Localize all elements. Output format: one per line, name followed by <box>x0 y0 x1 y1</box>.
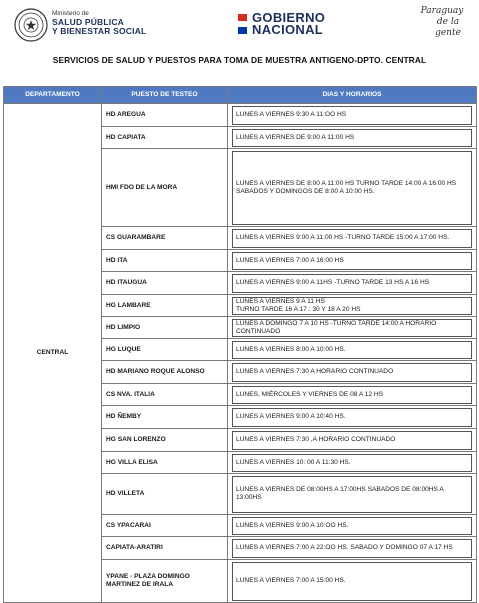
horario-cell: LUNES A VIERNES 8:00 A 10:00 HS. <box>228 339 477 361</box>
ministry-line-2: Y BIENESTAR SOCIAL <box>52 26 147 36</box>
table-row <box>4 104 477 127</box>
ministry-logo-text <box>52 10 146 36</box>
puesto-cell: HD VILLETA <box>102 474 228 515</box>
horario-cell: LUNES A VIERNES 9:00 A 11:00 HS -TURNO TARDE 15:00 A 17:00 HS. <box>228 227 477 250</box>
paraguay-de-la-gente-logo <box>412 6 472 39</box>
column-header-departamento: DEPARTAMENTO <box>4 87 102 104</box>
puesto-cell: HG SAN LORENZO <box>102 429 228 452</box>
puesto-cell: CS GUARAMBARE <box>102 227 228 250</box>
horario-cell: LUNES A VIERNES DE 9:00 A 11:00 HS <box>228 127 477 149</box>
horario-cell: LUNES A VIERNES 7:00 A 22:OO HS. SABADO Y DOMINGO 07 A 17 HS <box>228 537 477 560</box>
horario-cell: LUNES A VIERNES 9:00 A 10:40 HS. <box>228 406 477 429</box>
horario-cell: LUNES, MIÉRCOLES Y VIERNES DE 08 A 12 HS <box>228 384 477 406</box>
horario-cell: LUNES A VIERNES 7:30 A HORARIO CONTINUADO <box>228 361 477 384</box>
horario-cell: LUNES A VIERNES 9:00 A 11HS -TURNO TARDE 13 HS A 16 HS <box>228 272 477 295</box>
horario-cell: LUNES A VIERNES 7:00 A 16:00 HS <box>228 250 477 272</box>
horario-cell: LUNES A VIERNES 7:00 A 15:00 HS. <box>228 560 477 603</box>
ministry-seal-icon <box>14 8 48 42</box>
puesto-cell: HD ÑEMBY <box>102 406 228 429</box>
horario-cell: LUNES A DOMINGO 7 A 10 HS -TURNO TARDE 14:00 A HORARIO CONTINUADO <box>228 317 477 339</box>
puesto-cell: HG LUQUE <box>102 339 228 361</box>
gobierno-line-2: NACIONAL <box>252 22 324 37</box>
column-header-horarios: DIAS Y HORARIOS <box>228 87 477 104</box>
horario-cell: LUNES A VIERNES 9:00 A 10:OO HS. <box>228 515 477 537</box>
puesto-cell: CS YPACARAI <box>102 515 228 537</box>
horario-cell: LUNES A VIERNES DE 08:00HS A 17:00HS SABADOS DE 08:00HS A 13:00HS <box>228 474 477 515</box>
puesto-cell: CAPIATA-ARATIRI <box>102 537 228 560</box>
puesto-cell: HG LAMBARE <box>102 295 228 317</box>
page-title: SERVICIOS DE SALUD Y PUESTOS PARA TOMA DE MUESTRA ANTIGENO-DPTO. CENTRAL <box>52 55 427 65</box>
puesto-cell: HD LIMPIO <box>102 317 228 339</box>
services-table <box>3 86 477 603</box>
puesto-cell: HD CAPIATA <box>102 127 228 149</box>
gobierno-line-1: GOBIERNO <box>252 10 326 25</box>
horario-cell: LUNES A VIERNES 9:30 A 11:OO HS <box>228 104 477 127</box>
puesto-cell: HMI FDO DE LA MORA <box>102 149 228 227</box>
page-header <box>0 0 479 46</box>
puesto-cell: HG VILLA ELISA <box>102 452 228 474</box>
table-header-row <box>4 87 477 104</box>
ministry-line-1: SALUD PÚBLICA <box>52 17 125 27</box>
column-header-puesto: PUESTO DE TESTEO <box>102 87 228 104</box>
horario-cell: LUNES A VIERNES DE 8:00 A 11:00 HS TURNO TARDE 14:00 A 16:00 HS SABADOS Y DOMINGOS DE 8:00 A 10:00 HS. <box>228 149 477 227</box>
puesto-cell: CS NVA. ITALIA <box>102 384 228 406</box>
paraguay-line-2: de la gente <box>435 17 461 38</box>
horario-cell: LUNES A VIERNES 10: 00 A 11:30 HS. <box>228 452 477 474</box>
flag-icon <box>238 14 247 34</box>
paraguay-line-1: Paraguay <box>420 6 464 16</box>
puesto-cell: HD MARIANO ROQUE ALONSO <box>102 361 228 384</box>
puesto-cell: HD ITA <box>102 250 228 272</box>
puesto-cell: HD AREGUA <box>102 104 228 127</box>
horario-cell: LUNES A VIERNES 9 A 11 HS TURNO TARDE 16 A 17 : 30 Y 18 A 20 HS <box>228 295 477 317</box>
ministry-small-label: Ministerio de <box>52 10 89 17</box>
departamento-cell: CENTRAL <box>4 104 102 603</box>
puesto-cell: HD ITAUGUA <box>102 272 228 295</box>
horario-cell: LUNES A VIERNES 7:30 ,A HORARIO CONTINUADO <box>228 429 477 452</box>
puesto-cell: YPANE - PLAZA DOMINGO MARTINEZ DE IRALA <box>102 560 228 603</box>
